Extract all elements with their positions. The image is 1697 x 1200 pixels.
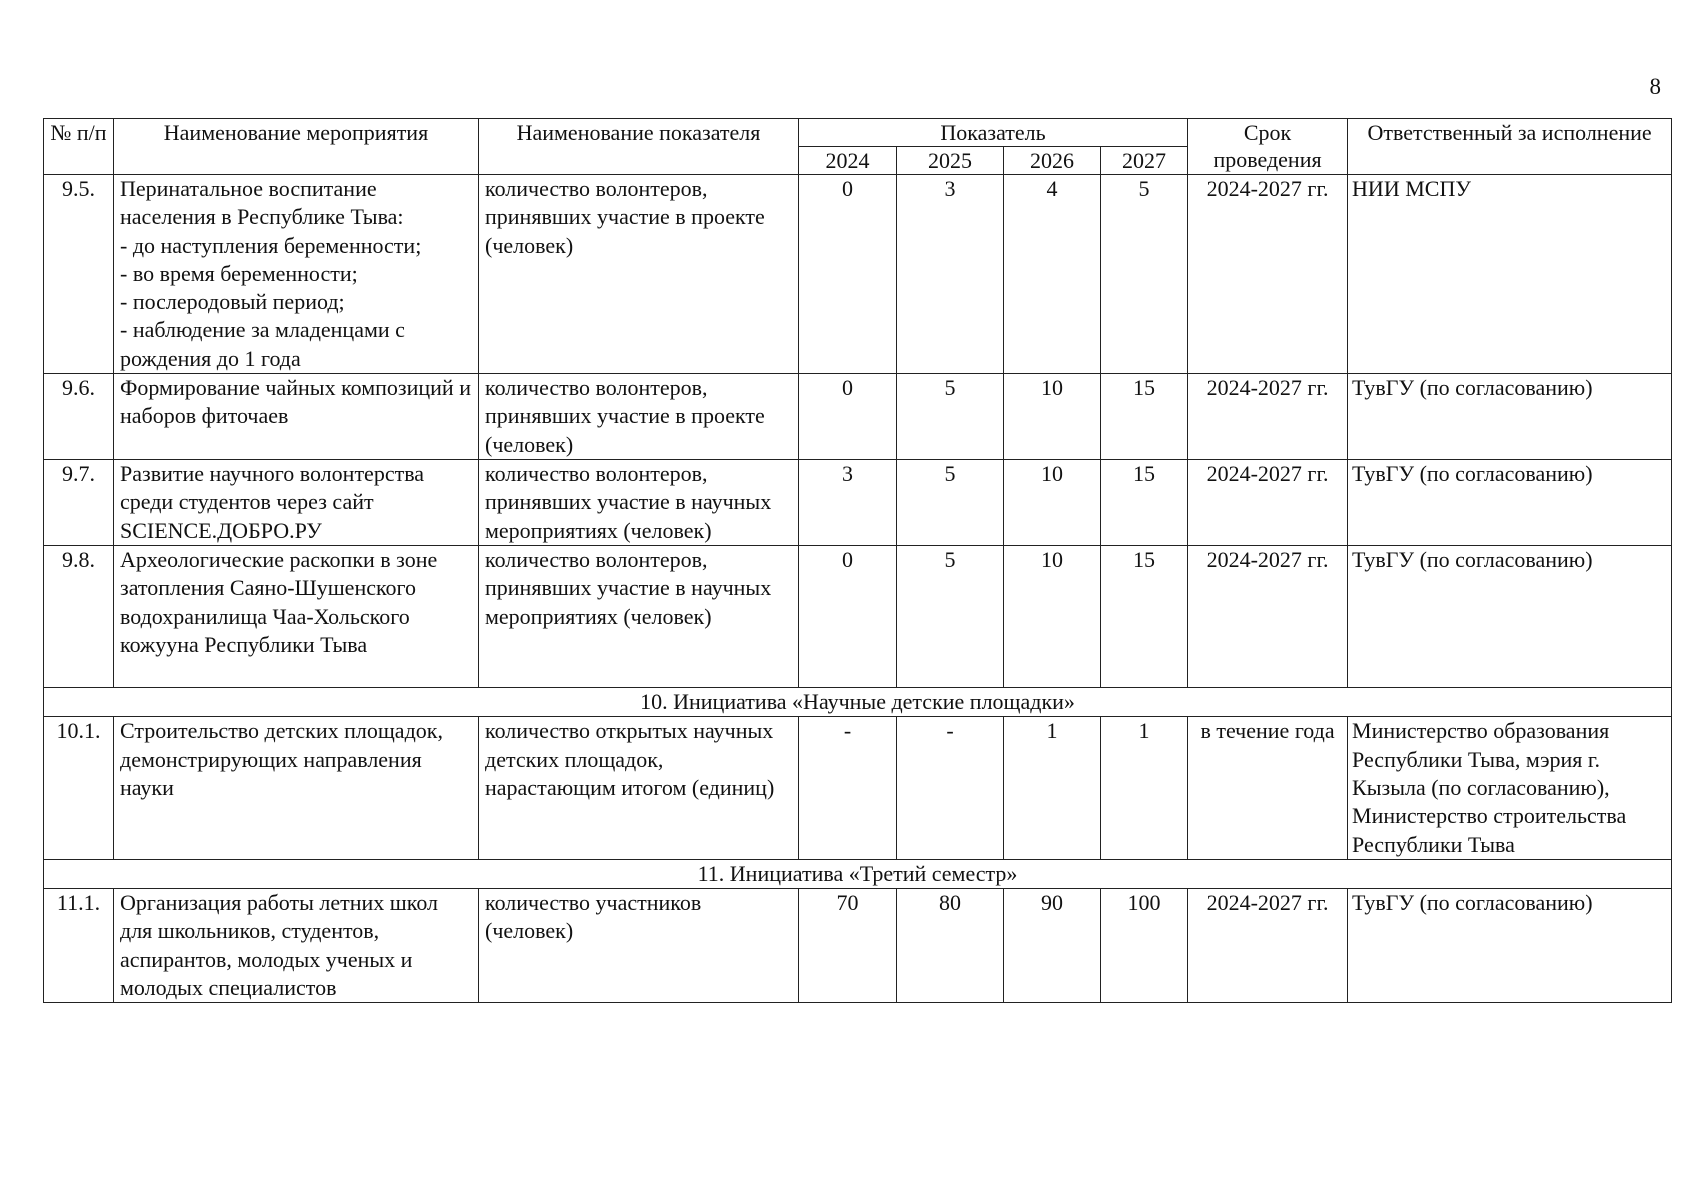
table-row bbox=[44, 374, 1672, 460]
row-indicator: количество волонтеров, принявших участие в научных мероприятиях (человек) bbox=[479, 460, 799, 546]
header-year: 2025 bbox=[897, 147, 1004, 175]
row-term: 2024-2027 гг. bbox=[1188, 460, 1348, 546]
row-responsible: ТувГУ (по согласованию) bbox=[1348, 460, 1672, 546]
row-value: 1 bbox=[1101, 717, 1188, 859]
row-responsible: ТувГУ (по согласованию) bbox=[1348, 374, 1672, 460]
row-value: 5 bbox=[897, 460, 1004, 546]
row-value: 3 bbox=[799, 460, 897, 546]
row-indicator: количество волонтеров, принявших участие в проекте (человек) bbox=[479, 175, 799, 374]
row-num: 9.8. bbox=[44, 546, 114, 688]
row-value: 4 bbox=[1004, 175, 1101, 374]
section-row bbox=[44, 688, 1672, 717]
row-value: - bbox=[897, 717, 1004, 859]
table-row bbox=[44, 460, 1672, 546]
table-row bbox=[44, 546, 1672, 688]
row-event: Строительство детских площадок, демонстрирующих направления науки bbox=[114, 717, 479, 859]
row-responsible: НИИ МСПУ bbox=[1348, 175, 1672, 374]
row-value: 3 bbox=[897, 175, 1004, 374]
row-value: 5 bbox=[897, 546, 1004, 688]
row-value: 0 bbox=[799, 175, 897, 374]
row-num: 9.6. bbox=[44, 374, 114, 460]
row-value: 0 bbox=[799, 546, 897, 688]
row-value: 15 bbox=[1101, 546, 1188, 688]
row-event: Развитие научного волонтерства среди студентов через сайт SCIENCE.ДОБРО.РУ bbox=[114, 460, 479, 546]
row-value: 70 bbox=[799, 889, 897, 1003]
row-value: 5 bbox=[1101, 175, 1188, 374]
header-term: Срок проведения bbox=[1188, 119, 1348, 175]
table-row bbox=[44, 175, 1672, 374]
row-term: 2024-2027 гг. bbox=[1188, 546, 1348, 688]
row-value: 0 bbox=[799, 374, 897, 460]
section-title: 11. Инициатива «Третий семестр» bbox=[44, 859, 1672, 888]
row-value: 15 bbox=[1101, 374, 1188, 460]
section-title: 10. Инициатива «Научные детские площадки» bbox=[44, 688, 1672, 717]
row-event-text: Перинатальное воспитание населения в Республике Тыва: - до наступления беременности; - во время беременности; - послеродовый период; - наблюдение за младенцами с рождения до 1 года bbox=[120, 176, 422, 371]
row-value: 1 bbox=[1004, 717, 1101, 859]
header-responsible: Ответственный за исполнение bbox=[1348, 119, 1672, 175]
row-responsible: ТувГУ (по согласованию) bbox=[1348, 889, 1672, 1003]
row-value: 90 bbox=[1004, 889, 1101, 1003]
row-event: Формирование чайных композиций и наборов фиточаев bbox=[114, 374, 479, 460]
table-row bbox=[44, 889, 1672, 1003]
row-event: Организация работы летних школ для школьников, студентов, аспирантов, молодых ученых и молодых специалистов bbox=[114, 889, 479, 1003]
row-event bbox=[114, 175, 479, 374]
row-value: - bbox=[799, 717, 897, 859]
row-responsible: Министерство образования Республики Тыва, мэрия г. Кызыла (по согласованию), Министерство строительства Республики Тыва bbox=[1348, 717, 1672, 859]
header-year: 2027 bbox=[1101, 147, 1188, 175]
row-term: 2024-2027 гг. bbox=[1188, 374, 1348, 460]
row-num: 9.5. bbox=[44, 175, 114, 374]
row-value: 100 bbox=[1101, 889, 1188, 1003]
header-year: 2024 bbox=[799, 147, 897, 175]
row-value: 10 bbox=[1004, 374, 1101, 460]
header-year: 2026 bbox=[1004, 147, 1101, 175]
row-num: 10.1. bbox=[44, 717, 114, 859]
header-indicator: Показатель bbox=[799, 119, 1188, 147]
row-value: 10 bbox=[1004, 546, 1101, 688]
row-term: в течение года bbox=[1188, 717, 1348, 859]
header-num: № п/п bbox=[44, 119, 114, 175]
section-row bbox=[44, 859, 1672, 888]
header-event: Наименование мероприятия bbox=[114, 119, 479, 175]
table-row bbox=[44, 717, 1672, 859]
header-indicator-name: Наименование показателя bbox=[479, 119, 799, 175]
row-num: 11.1. bbox=[44, 889, 114, 1003]
row-indicator: количество открытых научных детских площадок, нарастающим итогом (единиц) bbox=[479, 717, 799, 859]
row-num: 9.7. bbox=[44, 460, 114, 546]
row-value: 10 bbox=[1004, 460, 1101, 546]
row-indicator: количество волонтеров, принявших участие в проекте (человек) bbox=[479, 374, 799, 460]
events-table bbox=[43, 118, 1672, 1003]
row-indicator: количество участников (человек) bbox=[479, 889, 799, 1003]
row-event: Археологические раскопки в зоне затопления Саяно-Шушенского водохранилища Чаа-Хольского кожууна Республики Тыва bbox=[114, 546, 479, 688]
row-value: 15 bbox=[1101, 460, 1188, 546]
row-value: 5 bbox=[897, 374, 1004, 460]
row-responsible: ТувГУ (по согласованию) bbox=[1348, 546, 1672, 688]
page-number: 8 bbox=[1649, 74, 1661, 99]
row-term: 2024-2027 гг. bbox=[1188, 889, 1348, 1003]
row-indicator: количество волонтеров, принявших участие в научных мероприятиях (человек) bbox=[479, 546, 799, 688]
row-term: 2024-2027 гг. bbox=[1188, 175, 1348, 374]
row-value: 80 bbox=[897, 889, 1004, 1003]
